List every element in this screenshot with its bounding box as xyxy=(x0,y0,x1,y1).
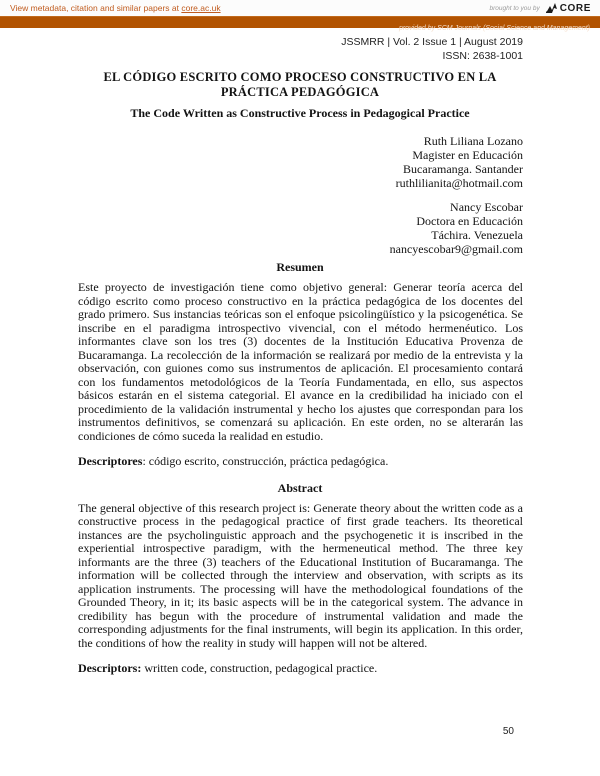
descriptors-text: written code, construction, pedagogical practice. xyxy=(141,661,378,675)
core-branding xyxy=(489,3,591,14)
provided-by-text: provided by SCM Journals (Social Science and Management) xyxy=(398,25,590,32)
article-title-english: The Code Written as Constructive Process in Pedagogical Practice xyxy=(130,106,470,120)
descriptores-line xyxy=(78,455,523,469)
abstract-paragraph: The general objective of this research project is: Generate theory about the written code as a constructive process in the pedagogical practice of first grade teachers. Its theoretical instances are the psycholinguistic approach and the psychogenetic it is inscribed in the experiential introspective paradigm, with the hermeneutical method. The three key informants are the three (3) teachers of the Educational Institution of Bucaramanga. The information will be collected through the interview and observation, with scripts as its application instruments. The processing will have the methodological foundations of the Grounded Theory, in it; its basic aspects will be in the categorical system. The advance in credibility has begun with the procedure of instrumental validation and made the corresponding adjustments for the final instruments, will begin its application. In this order, the conditions of how the reality in study will happen will not be altered. xyxy=(78,500,523,650)
descriptors-label: Descriptors: xyxy=(78,661,142,675)
author-name: Nancy Escobar xyxy=(450,200,523,214)
descriptores-label: Descriptores xyxy=(78,454,143,468)
issn-line: ISSN: 2638-1001 xyxy=(442,49,523,62)
metadata-link-prefix: View metadata, citation and similar papers at xyxy=(10,3,182,13)
provided-by-banner xyxy=(0,16,600,32)
author-email: nancyescobar9@gmail.com xyxy=(389,242,523,256)
author-location: Bucaramanga. Santander xyxy=(403,162,523,176)
core-metadata-bar xyxy=(0,0,600,16)
core-ac-uk-link[interactable]: core.ac.uk xyxy=(181,3,221,13)
author-block-2 xyxy=(0,200,523,256)
author-email: ruthlilianita@hotmail.com xyxy=(395,176,523,190)
author-block-1 xyxy=(0,134,523,190)
core-logo-text: CORE xyxy=(559,2,591,14)
author-name: Ruth Liliana Lozano xyxy=(423,134,523,148)
resumen-heading: Resumen xyxy=(276,260,324,274)
descriptors-line xyxy=(78,662,523,676)
descriptores-text: : código escrito, construcción, práctica pedagógica. xyxy=(142,454,389,468)
author-degree: Magister en Educación xyxy=(412,148,523,162)
author-location: Táchira. Venezuela xyxy=(431,228,523,242)
document-page xyxy=(0,28,600,737)
article-title-spanish: EL CÓDIGO ESCRITO COMO PROCESO CONSTRUCTIVO EN LA PRÁCTICA PEDAGÓGICA xyxy=(103,70,497,99)
metadata-link-line xyxy=(10,3,221,13)
core-logo-icon xyxy=(545,3,558,14)
page-number: 50 xyxy=(502,726,514,737)
abstract-heading: Abstract xyxy=(277,480,323,495)
author-degree: Doctora en Educación xyxy=(416,214,523,228)
journal-header xyxy=(0,36,523,63)
resumen-paragraph: Este proyecto de investigación tiene como objetivo general: Generar teoría acerca del código escrito como proceso constructivo en la práctica pedagógica de los docentes del grado primero. Sus instancias teóricas son el enfoque psicolingüístico y la psicogenética. Se inscribe en el paradigma introspectivo vivencial, con el método hermenéutico. Los informantes clave son los tres (3) docentes de la Institución Educativa Provenza de Bucaramanga. La recolección de la información se realizará por medio de la entrevista y la observación, con guiones como sus instrumentos de aplicación. El procesamiento contará con los fundamentos metodológicos de la Teoría Fundamentada, en ello, sus aspectos básicos estarán en el sistema categorial. El avance en la credibilidad ha iniciado con el procedimiento de la validación instrumental y hecho los ajustes que correspondan para los instrumentos definitivos, se comenzará su aplicación. En este orden, no se alterarán las condiciones de cómo suceda la realidad en estudio. xyxy=(78,280,523,443)
brought-to-you-by-text: brought to you by xyxy=(489,4,540,12)
core-logo[interactable] xyxy=(545,3,591,14)
authors-block xyxy=(0,134,523,256)
journal-volume-line: JSSMRR | Vol. 2 Issue 1 | August 2019 xyxy=(341,36,523,48)
